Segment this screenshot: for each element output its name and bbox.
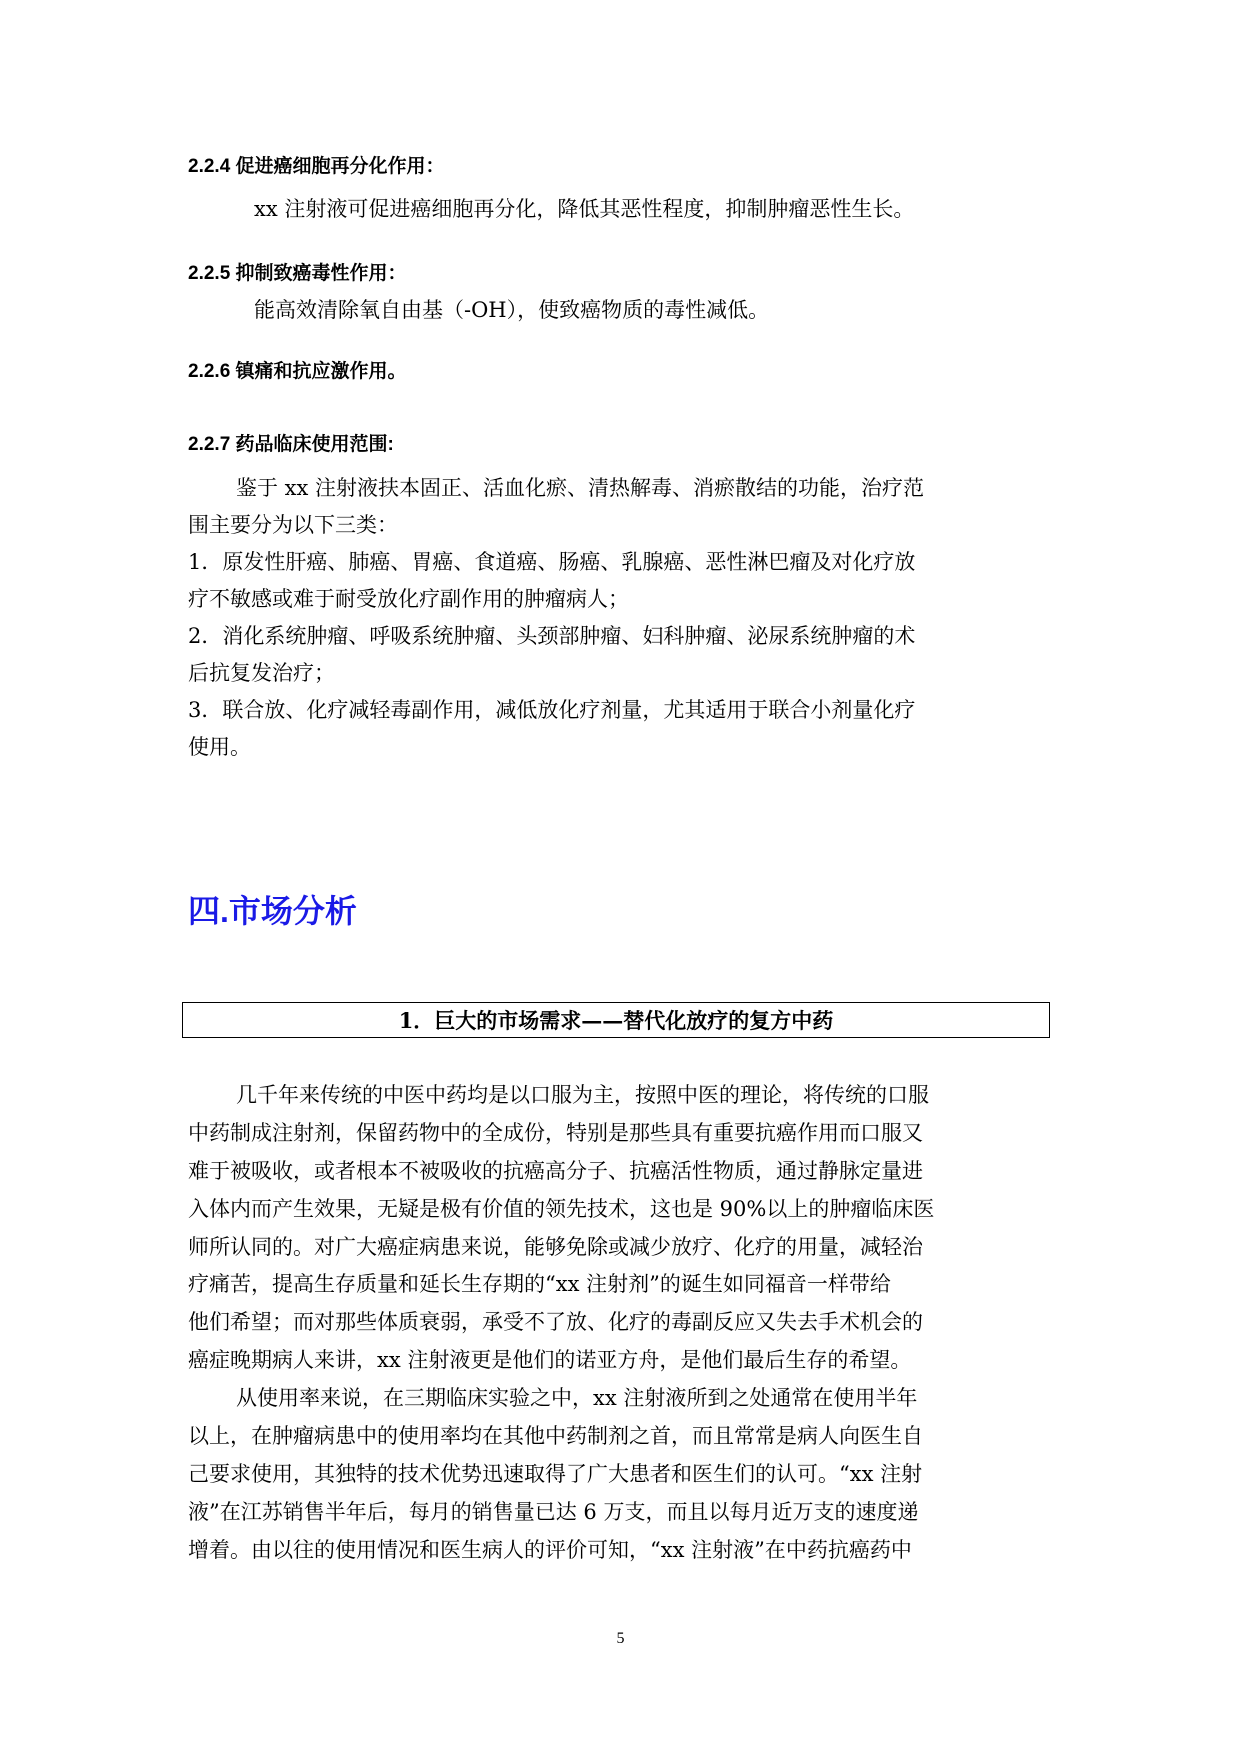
paragraph-line: 疗痛苦，提高生存质量和延长生存期的“xx 注射剂”的诞生如同福音一样带给 (188, 1272, 891, 1297)
section-2-2-4-text: xx 注射液可促进癌细胞再分化，降低其恶性程度，抑制肿瘤恶性生长。 (254, 197, 915, 221)
section-title: 四.市场分析 (188, 893, 357, 929)
market-paragraph-2 (188, 1380, 1068, 1569)
section-heading-2-2-7: 2.2.7 药品临床使用范围: (188, 434, 394, 455)
market-paragraph-1 (188, 1077, 1068, 1380)
paragraph-line: 几千年来传统的中医中药均是以口服为主，按照中医的理论，将传统的口服 (236, 1083, 929, 1107)
paragraph-line: 中药制成注射剂，保留药物中的全成份，特别是那些具有重要抗癌作用而口服又 (188, 1120, 923, 1145)
list-item-3-line: 3．联合放、化疗减轻毒副作用，减低放化疗剂量，尤其适用于联合小剂量化疗 (188, 698, 916, 722)
paragraph-line: 从使用率来说，在三期临床实验之中，xx 注射液所到之处通常在使用半年 (236, 1386, 918, 1410)
subheading-box (182, 1002, 1050, 1038)
section-2-2-5-text: 能高效清除氧自由基（-OH），使致癌物质的毒性减低。 (254, 298, 770, 322)
paragraph-line: 他们希望；而对那些体质衰弱，承受不了放、化疗的毒副反应又失去手术机会的 (188, 1310, 923, 1335)
section-heading-2-2-4: 2.2.4 促进癌细胞再分化作用： (188, 156, 445, 177)
paragraph-line: 入体内而产生效果，无疑是极有价值的领先技术，这也是 90%以上的肿瘤临床医 (188, 1196, 935, 1221)
paragraph-line: 难于被吸收，或者根本不被吸收的抗癌高分子、抗癌活性物质，通过静脉定量进 (188, 1158, 923, 1183)
paragraph-line: 鉴于 xx 注射液扶本固正、活血化瘀、清热解毒、消瘀散结的功能，治疗范 (236, 476, 925, 500)
section-heading-2-2-5: 2.2.5 抑制致癌毒性作用： (188, 263, 407, 284)
list-item-2-line: 2．消化系统肿瘤、呼吸系统肿瘤、头颈部肿瘤、妇科肿瘤、泌尿系统肿瘤的术 (188, 624, 916, 648)
list-item-1-line: 疗不敏感或难于耐受放化疗副作用的肿瘤病人； (188, 587, 629, 611)
subheading-title: 1．巨大的市场需求——替代化放疗的复方中药 (398, 1008, 834, 1033)
paragraph-line: 癌症晚期病人来讲，xx 注射液更是他们的诺亚方舟，是他们最后生存的希望。 (188, 1348, 912, 1373)
list-item-2-line: 后抗复发治疗； (188, 661, 335, 685)
paragraph-line: 围主要分为以下三类： (188, 513, 398, 537)
paragraph-line: 己要求使用，其独特的技术优势迅速取得了广大患者和医生们的认可。“xx 注射 (188, 1461, 923, 1486)
paragraph-line: 增着。由以往的使用情况和医生病人的评价可知，“xx 注射液”在中药抗癌药中 (188, 1537, 912, 1562)
section-2-2-7-body (188, 470, 1068, 766)
paragraph-line: 液”在江苏销售半年后，每月的销售量已达 6 万支，而且以每月近万支的速度递 (188, 1499, 919, 1524)
page-number: 5 (616, 1630, 625, 1647)
paragraph-line: 师所认同的。对广大癌症病患来说，能够免除或减少放疗、化疗的用量，减轻治 (188, 1234, 923, 1259)
list-item-3-line: 使用。 (188, 735, 251, 759)
list-item-1-line: 1．原发性肝癌、肺癌、胃癌、食道癌、肠癌、乳腺癌、恶性淋巴瘤及对化疗放 (188, 550, 916, 574)
section-heading-2-2-6: 2.2.6 镇痛和抗应激作用。 (188, 361, 407, 382)
paragraph-line: 以上，在肿瘤病患中的使用率均在其他中药制剂之首，而且常常是病人向医生自 (188, 1423, 923, 1448)
